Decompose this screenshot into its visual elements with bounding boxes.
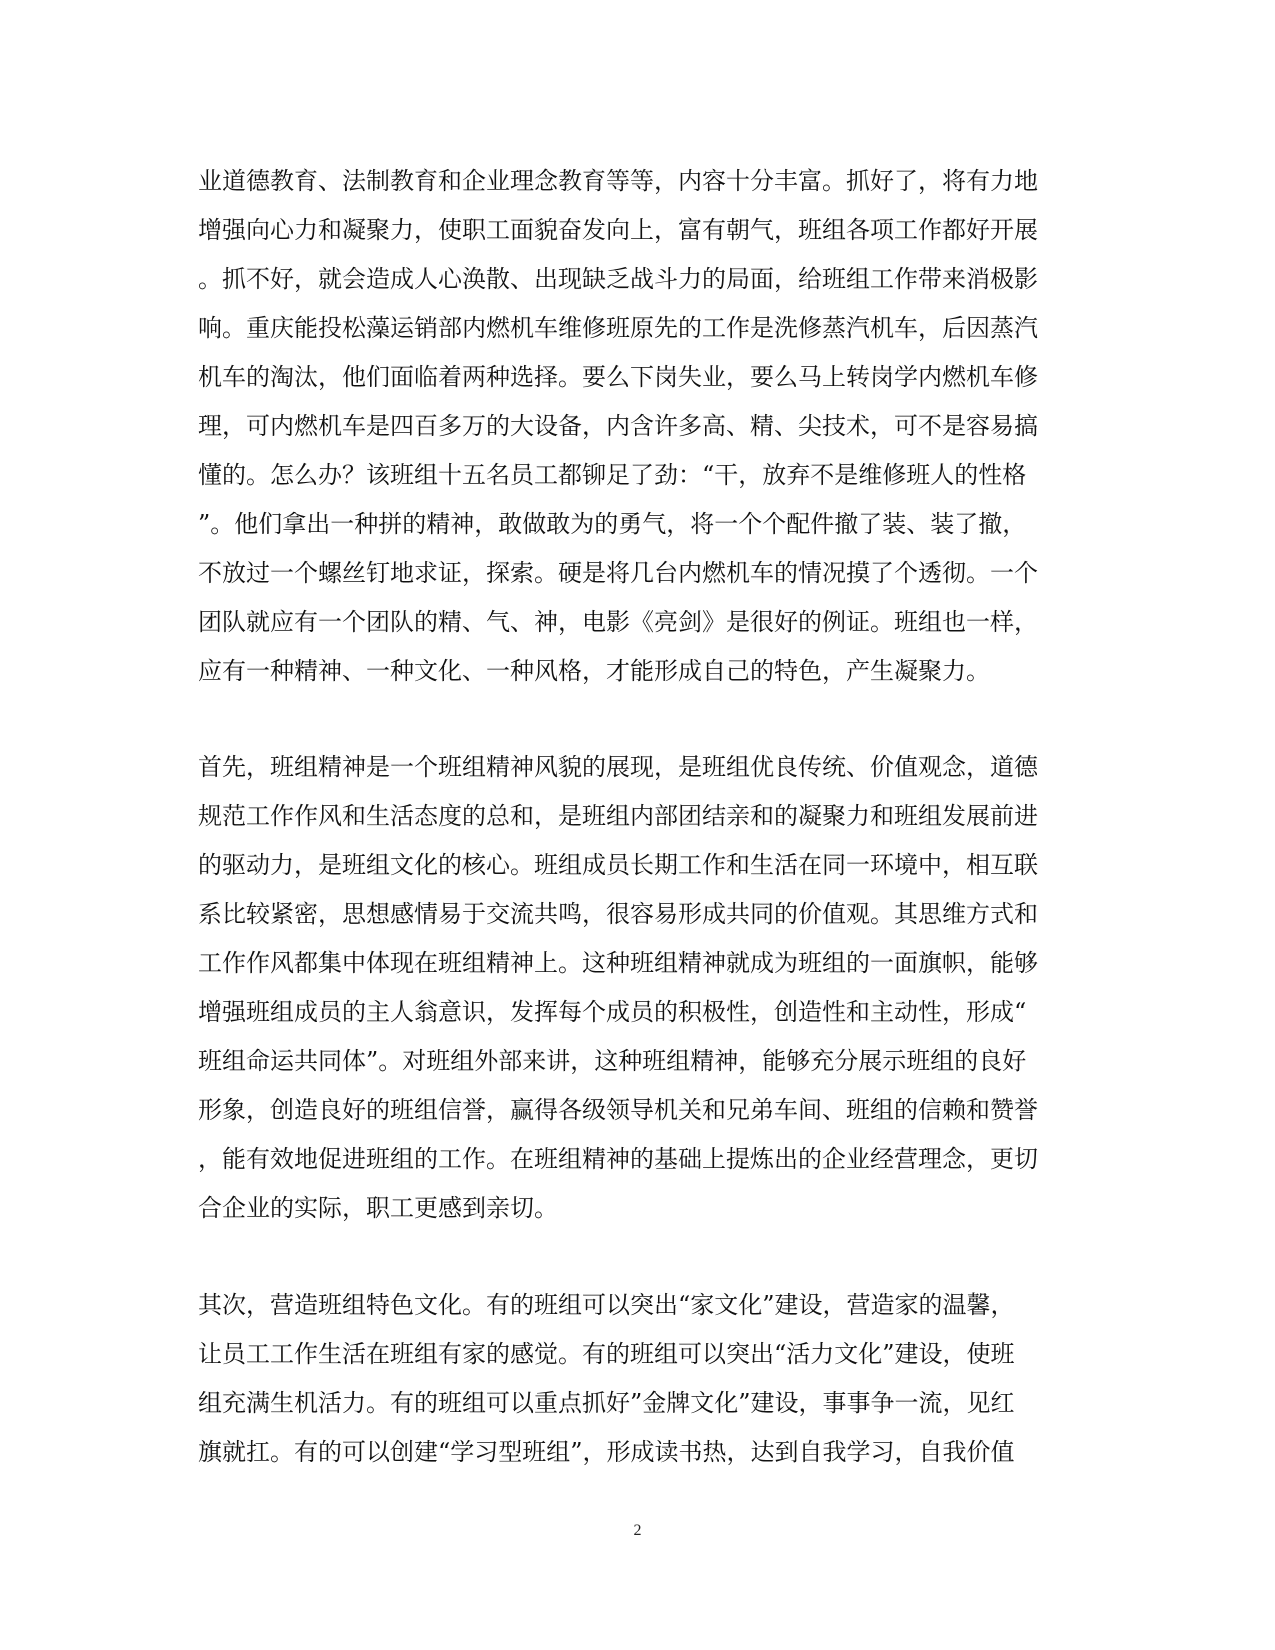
text-line: 增强班组成员的主人翁意识，发挥每个成员的积极性，创造性和主动性，形成“ (198, 998, 1027, 1026)
text-line: 班组命运共同体”。对班组外部来讲，这种班组精神，能够充分展示班组的良好 (198, 1047, 1027, 1075)
text-line: 首先，班组精神是一个班组精神风貌的展现，是班组优良传统、价值观念，道德 (198, 753, 1038, 781)
text-line: 响。重庆能投松藻运销部内燃机车维修班原先的工作是洗修蒸汽机车，后因蒸汽 (198, 314, 1038, 342)
paragraph-3 (198, 1281, 1078, 1477)
text-line: 应有一种精神、一种文化、一种风格，才能形成自己的特色，产生凝聚力。 (198, 657, 990, 685)
paragraph-1 (198, 157, 1078, 696)
page-number: 2 (633, 1522, 642, 1539)
text-line: ，能有效地促进班组的工作。在班组精神的基础上提炼出的企业经营理念，更切 (198, 1145, 1038, 1173)
paragraph-2 (198, 743, 1078, 1233)
text-line: 旗就扛。有的可以创建“学习型班组”，形成读书热，达到自我学习，自我价值 (198, 1438, 1015, 1466)
text-line: 的驱动力，是班组文化的核心。班组成员长期工作和生活在同一环境中，相互联 (198, 851, 1038, 879)
text-line: 团队就应有一个团队的精、气、神，电影《亮剑》是很好的例证。班组也一样， (198, 608, 1038, 636)
text-line: 业道德教育、法制教育和企业理念教育等等，内容十分丰富。抓好了，将有力地 (198, 167, 1038, 195)
text-line: 形象，创造良好的班组信誉，赢得各级领导机关和兄弟车间、班组的信赖和赞誉 (198, 1096, 1038, 1124)
text-line: 合企业的实际，职工更感到亲切。 (198, 1194, 558, 1222)
text-line: 组充满生机活力。有的班组可以重点抓好”金牌文化”建设，事事争一流，见红 (198, 1389, 1015, 1417)
text-line: 机车的淘汰，他们面临着两种选择。要么下岗失业，要么马上转岗学内燃机车修 (198, 363, 1038, 391)
text-line: ”。他们拿出一种拼的精神，敢做敢为的勇气，将一个个配件撤了装、装了撤， (198, 510, 1027, 538)
text-line: 工作作风都集中体现在班组精神上。这种班组精神就成为班组的一面旗帜，能够 (198, 949, 1038, 977)
text-line: 。抓不好，就会造成人心涣散、出现缺乏战斗力的局面，给班组工作带来消极影 (198, 265, 1038, 293)
text-line: 其次，营造班组特色文化。有的班组可以突出“家文化”建设，营造家的温馨， (198, 1291, 1015, 1319)
text-line: 规范工作作风和生活态度的总和，是班组内部团结亲和的凝聚力和班组发展前进 (198, 802, 1038, 830)
text-line: 不放过一个螺丝钉地求证，探索。硬是将几台内燃机车的情况摸了个透彻。一个 (198, 559, 1038, 587)
text-line: 让员工工作生活在班组有家的感觉。有的班组可以突出“活力文化”建设，使班 (198, 1340, 1015, 1368)
text-line: 理，可内燃机车是四百多万的大设备，内含许多高、精、尖技术，可不是容易搞 (198, 412, 1038, 440)
text-line: 懂的。怎么办？该班组十五名员工都铆足了劲：“干，放弃不是维修班人的性格 (198, 461, 1027, 489)
text-line: 增强向心力和凝聚力，使职工面貌奋发向上，富有朝气，班组各项工作都好开展 (198, 216, 1038, 244)
text-line: 系比较紧密，思想感情易于交流共鸣，很容易形成共同的价值观。其思维方式和 (198, 900, 1038, 928)
